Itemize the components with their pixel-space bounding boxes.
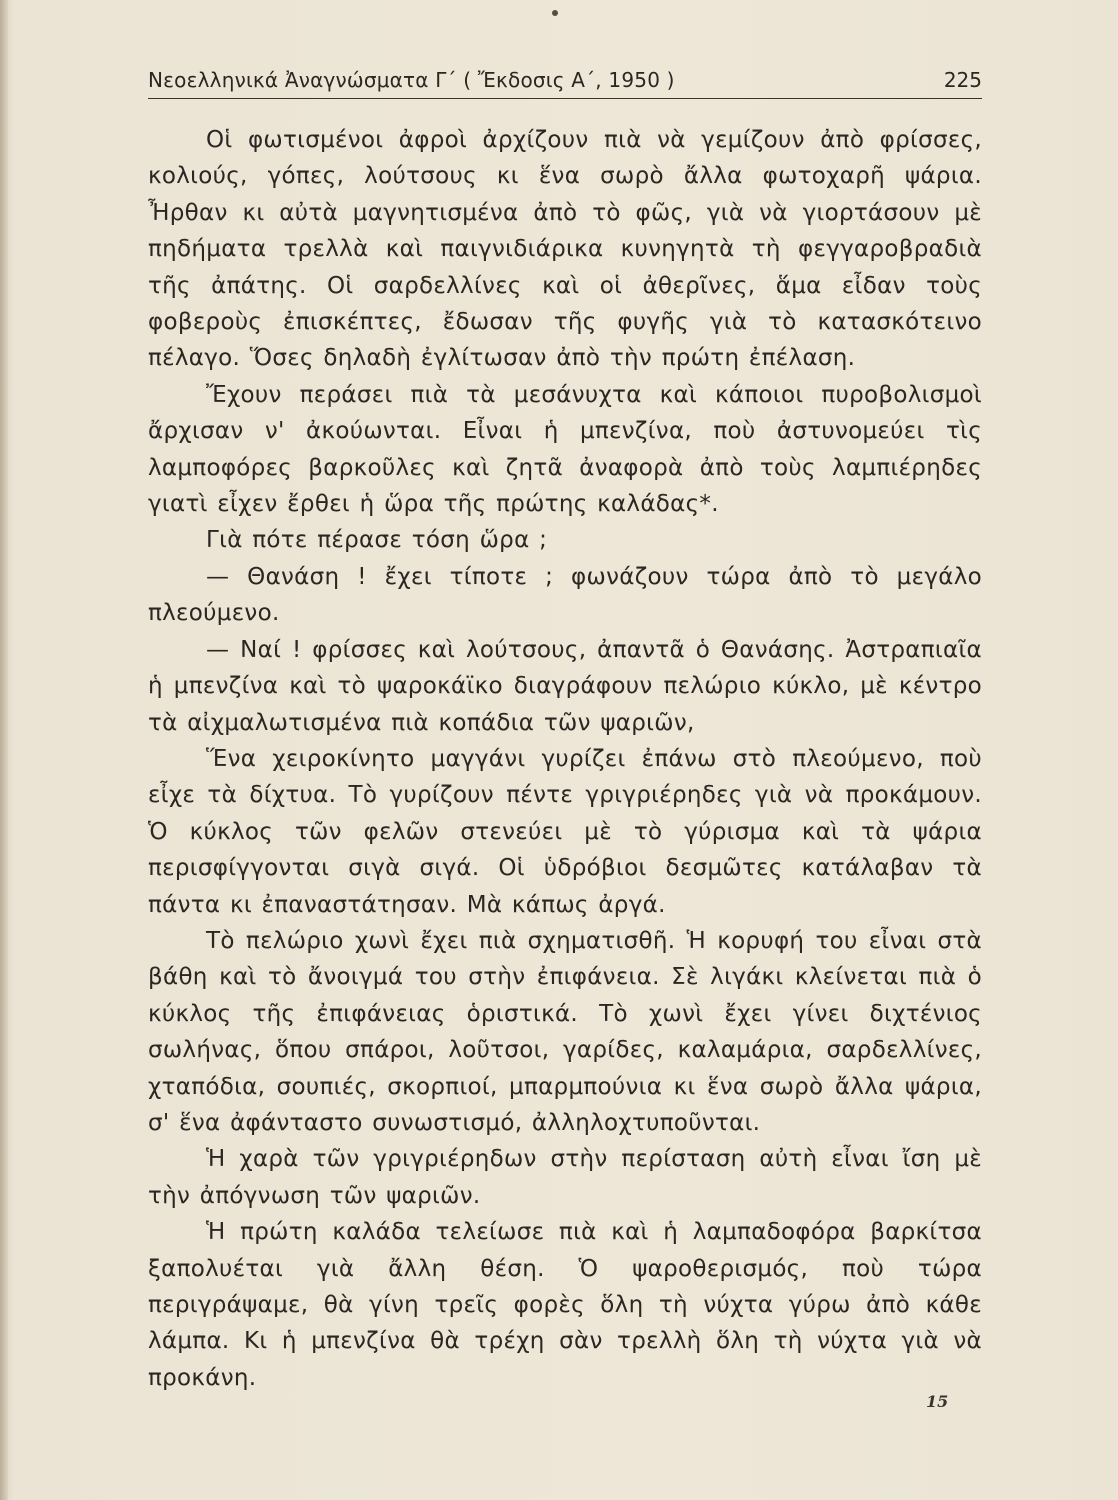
paragraph: Ἡ πρώτη καλάδα τελείωσε πιὰ καὶ ἡ λαμπαδοφόρα βαρκίτσα ξαπολυέται γιὰ ἄλλη θέση. Ὁ ψαροθερισμός, ποὺ τώρα περιγράψαμε, θὰ γίνη τρεῖς φορὲς ὅλη τὴ νύχτα γύρω ἀπὸ κάθε λάμπα. Κι ἡ μπενζίνα θὰ τρέχη σὰν τρελλὴ ὅλη τὴ νύχτα γιὰ νὰ προκάνη. [148,1219,982,1391]
paragraph: — Θανάση ! ἔχει τίποτε ; φωνάζουν τώρα ἀπὸ τὸ μεγάλο πλεούμενο. [148,563,982,627]
paragraph: Τὸ πελώριο χωνὶ ἔχει πιὰ σχηματισθῆ. Ἡ κορυφή του εἶναι στὰ βάθη καὶ τὸ ἄνοιγμά του στὴν ἐπιφάνεια. Σὲ λιγάκι κλείνεται πιὰ ὁ κύκλος τῆς ἐπιφάνειας ὁριστικά. Τὸ χωνὶ ἔχει γίνει διχτένιος σωλήνας, ὅπου σπάροι, λοῦτσοι, γαρίδες, καλαμάρια, σαρδελλίνες, χταπόδια, σουπιές, σκορπιοί, μπαρμπούνια κι ἕνα σωρὸ ἄλλα ψάρια, σ' ἕνα ἀφάνταστο συνωστισμό, ἀλληλοχτυποῦνται. [148,927,982,1136]
page-number: 225 [943,68,982,92]
paragraph: — Ναί ! φρίσσες καὶ λούτσους, ἀπαντᾶ ὁ Θανάσης. Ἀστραπιαῖα ἡ μπενζίνα καὶ τὸ ψαροκάϊκο διαγράφουν πελώριο κύκλο, μὲ κέντρο τὰ αἰχμαλωτισμένα πιὰ κοπάδια τῶν ψαριῶν, [148,636,982,736]
paragraph: Οἱ φωτισμένοι ἀφροὶ ἀρχίζουν πιὰ νὰ γεμίζουν ἀπὸ φρίσσες, κολιούς, γόπες, λούτσους κι ἕνα σωρὸ ἄλλα φωτοχαρῆ ψάρια. Ἦρθαν κι αὐτὰ μαγνητισμένα ἀπὸ τὸ φῶς, γιὰ νὰ γιορτάσουν μὲ πηδήματα τρελλὰ καὶ παιγνιδιάρικα κυνηγητὰ τὴ φεγγαροβραδιὰ τῆς ἀπάτης. Οἱ σαρδελλίνες καὶ οἱ ἀθερῖνες, ἅμα εἶδαν τοὺς φοβεροὺς ἐπισκέπτες, ἔδωσαν τῆς φυγῆς γιὰ τὸ κατασκότεινο πέλαγο. Ὅσες δηλαδὴ ἐγλίτωσαν ἀπὸ τὴν πρώτη ἐπέλαση. [148,127,982,372]
running-head [148,64,982,99]
body-text [148,122,982,1396]
paragraph: Ἕνα χειροκίνητο μαγγάνι γυρίζει ἐπάνω στὸ πλεούμενο, ποὺ εἶχε τὰ δίχτυα. Τὸ γυρίζουν πέντε γριγριέρηδες γιὰ νὰ προκάμουν. Ὁ κύκλος τῶν φελῶν στενεύει μὲ τὸ γύρισμα καὶ τὰ ψάρια περισφίγγονται σιγὰ σιγά. Οἱ ὑδρόβιοι δεσμῶτες κατάλαβαν τὰ πάντα κι ἐπαναστάτησαν. Μὰ κάπως ἀργά. [148,745,982,918]
signature-mark: 15 [926,1392,949,1411]
paragraph: Ἔχουν περάσει πιὰ τὰ μεσάνυχτα καὶ κάποιοι πυροβολισμοὶ ἄρχισαν ν' ἀκούωνται. Εἶναι ἡ μπενζίνα, ποὺ ἀστυνομεύει τὶς λαμποφόρες βαρκοῦλες καὶ ζητᾶ ἀναφορὰ ἀπὸ τοὺς λαμπιέρηδες γιατὶ εἶχεν ἔρθει ἡ ὥρα τῆς πρώτης καλάδας*. [148,381,982,518]
paragraph: Γιὰ πότε πέρασε τόση ὥρα ; [206,527,548,554]
running-head-title: Νεοελληνικά Ἀναγνώσματα Γ΄ ( Ἔκδοσις Α΄, 1950 ) [148,68,675,92]
ink-dot [552,10,558,16]
page-spine-shadow [0,0,8,1500]
paragraph: Ἡ χαρὰ τῶν γριγριέρηδων στὴν περίσταση αὐτὴ εἶναι ἴση μὲ τὴν ἀπόγνωση τῶν ψαριῶν. [148,1146,982,1209]
